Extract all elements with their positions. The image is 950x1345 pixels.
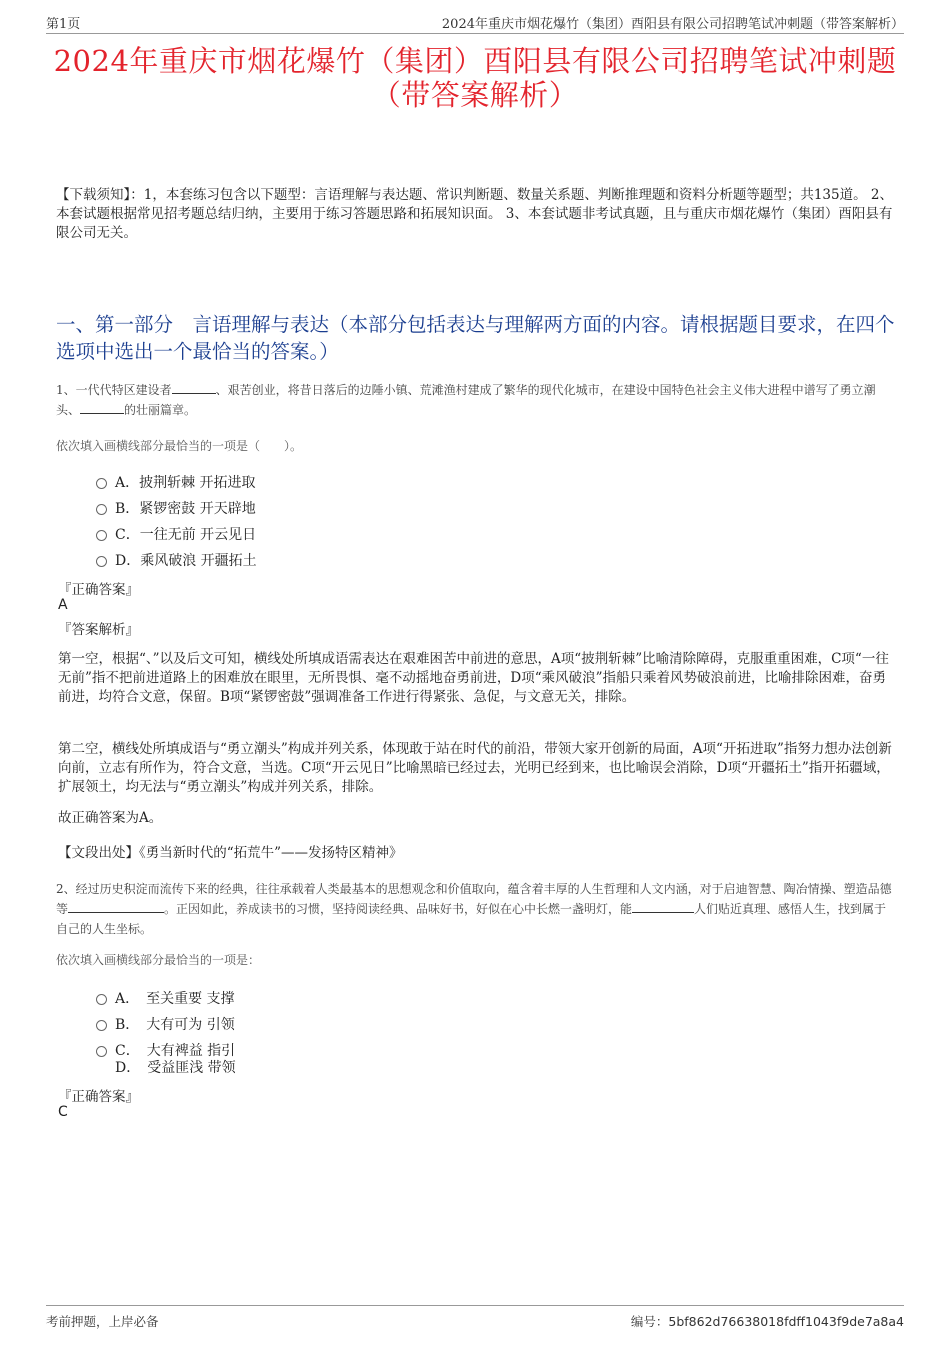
option-label: B．紧锣密鼓 开天辟地 <box>115 501 256 517</box>
footer-slogan: 考前押题，上岸必备 <box>46 1314 159 1329</box>
radio-icon[interactable] <box>96 504 107 515</box>
question-1-answer-label: 『正确答案』 <box>58 582 139 598</box>
question-2-answer-label: 『正确答案』 <box>58 1089 139 1105</box>
question-2-prompt: 依次填入画横线部分最恰当的一项是： <box>56 953 261 967</box>
question-1-prompt: 依次填入画横线部分最恰当的一项是（ ）。 <box>56 439 303 453</box>
question-1-analysis-paragraph-1: 第一空，根据“、”以及后文可知，横线处所填成语需表达在艰难困苦中前进的意思，A项“披荆斩棘”比喻清除障碍，克服重重困难，C项“一往无前”指不把前进道路上的困难放在眼里，无所畏惧、毫不动摇地奋勇前进，D项“乘风破浪”指船只乘着风势破浪前进，比喻排除困难，奋勇前进，均符合文意，保留。B项“紧锣密鼓”强调准备工作进行得紧张、急促，与文意无关，排除。 <box>58 651 889 705</box>
question-1-option-b[interactable] <box>96 498 256 518</box>
option-label: D． 受益匪浅 带领 <box>115 1060 236 1076</box>
question-2-option-a[interactable] <box>96 988 235 1008</box>
footer-divider <box>46 1305 904 1306</box>
radio-icon[interactable] <box>96 478 107 489</box>
question-1-option-c[interactable] <box>96 524 256 544</box>
question-2-text-part-1: 2、经过历史积淀而流传下来的经典，往往承载着人类最基本的思想观念和价值取向，蕴含着丰厚的人生哲理和人文内涵，对于启迪智慧、陶冶情操、塑造品德等 <box>56 882 892 916</box>
download-notice: 【下载须知】：1，本套练习包含以下题型：言语理解与表达题、常识判断题、数量关系题、判断推理题和资料分析题等题型；共135道。 2、本套试题根据常见招考题总结归纳，主要用于练习答题思路和拓展知识面。 3、本套试题非考试真题，且与重庆市烟花爆竹（集团）酉阳县有限公司无关。 <box>56 187 893 241</box>
question-1-option-a[interactable] <box>96 472 256 492</box>
option-label: C．一往无前 开云见日 <box>115 527 257 543</box>
option-label: A． 至关重要 支撑 <box>115 991 235 1007</box>
question-2-blank-2 <box>632 900 694 913</box>
option-label: D．乘风破浪 开疆拓土 <box>115 553 257 569</box>
question-1-text-part-3: 的壮丽篇章。 <box>124 403 197 417</box>
document-title: 2024年重庆市烟花爆竹（集团）酉阳县有限公司招聘笔试冲刺题（带答案解析） <box>53 44 897 112</box>
question-1-analysis-label: 『答案解析』 <box>58 622 139 638</box>
footer-code-label: 编号： <box>630 1314 669 1329</box>
radio-icon[interactable] <box>96 556 107 567</box>
radio-icon[interactable] <box>96 1046 107 1057</box>
question-1-answer: A <box>58 597 68 613</box>
question-2-answer: C <box>58 1104 68 1120</box>
option-label: C． 大有裨益 指引 <box>115 1043 236 1059</box>
question-2-text <box>56 879 892 939</box>
header-doc-title: 2024年重庆市烟花爆竹（集团）酉阳县有限公司招聘笔试冲刺题（带答案解析） <box>441 17 904 32</box>
question-1-text-part-1: 1、一代代特区建设者 <box>56 383 172 397</box>
question-1-conclusion: 故正确答案为A。 <box>58 810 163 826</box>
question-1-text <box>56 380 892 420</box>
footer-code <box>631 1312 904 1330</box>
radio-icon[interactable] <box>96 530 107 541</box>
radio-icon[interactable] <box>96 994 107 1005</box>
question-2-blank-1 <box>68 900 164 913</box>
question-1-analysis-paragraph-2: 第二空，横线处所填成语与“勇立潮头”构成并列关系，体现敢于站在时代的前沿，带领大家开创新的局面，A项“开拓进取”指努力想办法创新向前，立志有所作为，符合文意，当选。C项“开云见日”比喻黑暗已经过去，光明已经到来，也比喻误会消除，D项“开疆拓土”指开拓疆域，扩展领土，均无法与“勇立潮头”构成并列关系，排除。 <box>58 741 892 795</box>
question-2-option-d[interactable] <box>96 1057 236 1077</box>
question-1-source: 【文段出处】《勇当新时代的“拓荒牛”——发扬特区精神》 <box>58 845 403 861</box>
page-header <box>46 13 904 33</box>
radio-icon[interactable] <box>96 1020 107 1031</box>
question-2-option-b[interactable] <box>96 1014 235 1034</box>
question-1-blank-1 <box>172 381 216 394</box>
option-label: A．披荆斩棘 开拓进取 <box>115 475 256 491</box>
question-1-option-d[interactable] <box>96 550 257 570</box>
question-2-text-part-2: 。正因如此，养成读书的习惯，坚持阅读经典、品味好书，好似在心中长燃一盏明灯，能 <box>164 902 633 916</box>
question-1-blank-2 <box>80 401 124 414</box>
page-number: 第1页 <box>46 17 81 32</box>
question-1-text-part-2: 、艰苦创业，将昔日落后的边陲小镇、荒滩渔村建成了繁华的现代化城市，在建设中国特色社会主义伟大进程中谱写了勇立潮头、 <box>56 383 876 417</box>
header-divider <box>46 33 904 34</box>
question-2-text-part-3: 人们贴近真理、感悟人生，找到属于自己的人生坐标。 <box>56 902 887 936</box>
option-label: B． 大有可为 引领 <box>115 1017 235 1033</box>
footer-code-value: 5bf862d76638018fdff1043f9de7a8a4 <box>668 1314 904 1329</box>
section-heading: 一、第一部分 言语理解与表达（本部分包括表达与理解两方面的内容。请根据题目要求，在四个选项中选出一个最恰当的答案。） <box>56 313 895 363</box>
